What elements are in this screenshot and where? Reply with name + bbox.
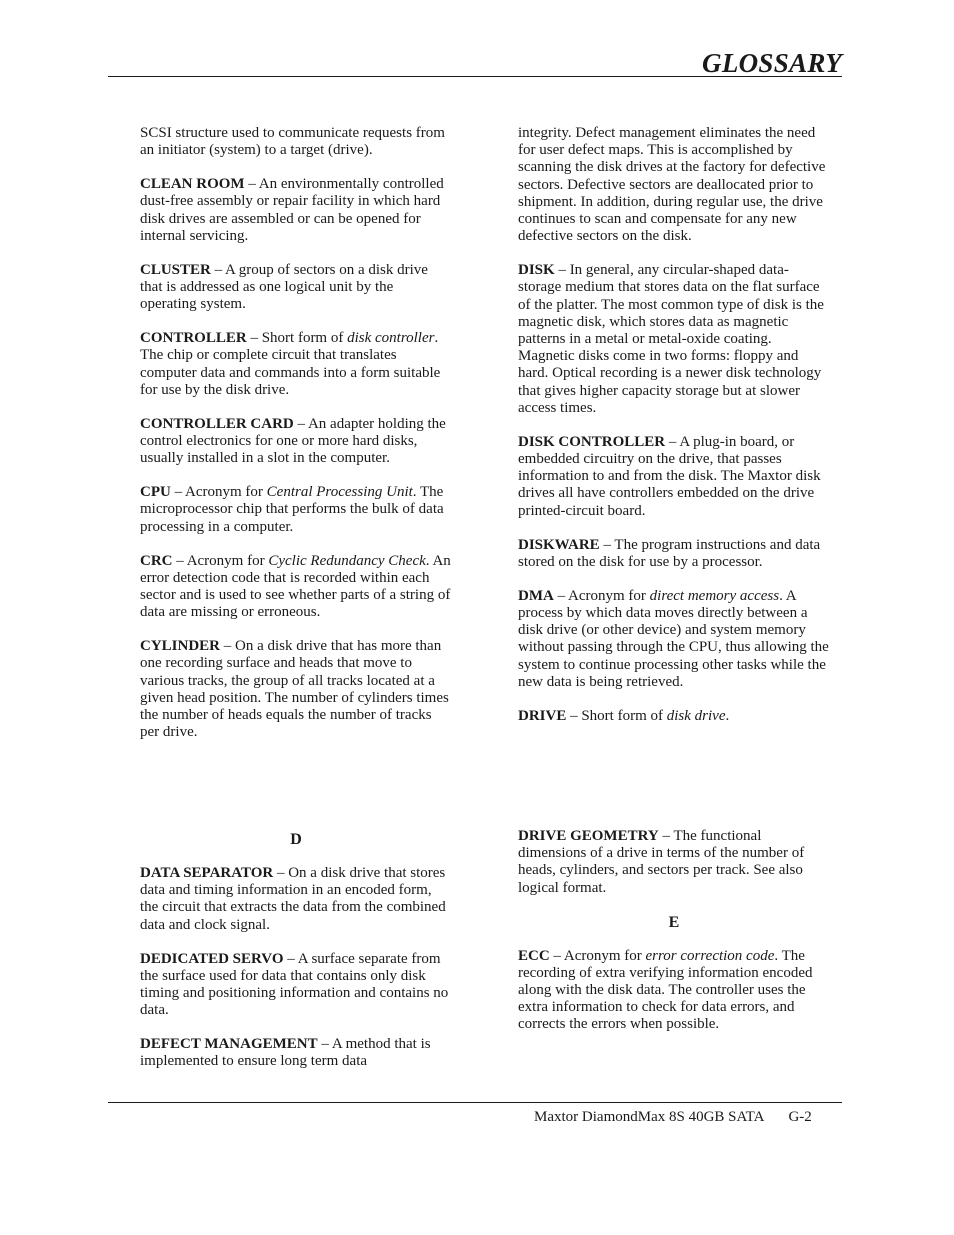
glossary-entry-disk-controller: DISK CONTROLLER – A plug-in board, or embedded circuitry on the drive, that passes information to and from the disk. The Maxtor disk drives all have controllers embedded on the drive printed-circuit board.	[518, 433, 821, 519]
page-footer	[534, 1109, 812, 1126]
footer-product-name: Maxtor DiamondMax 8S 40GB SATA	[534, 1109, 765, 1125]
glossary-term: CONTROLLER CARD	[140, 415, 294, 432]
glossary-entry-drive-geometry: DRIVE GEOMETRY – The functional dimensions of a drive in terms of the number of heads, cylinders, and sectors per track. See also logical format.	[518, 828, 805, 896]
glossary-term: ECC	[518, 947, 550, 964]
glossary-definition: On a disk drive that has more than one recording surface and heads that move to various tracks, the group of all tracks located at a given head position. The number of cylinders times the number of heads equals the number of tracks per drive.	[140, 638, 449, 741]
glossary-entry-cylinder: CYLINDER – On a disk drive that has more than one recording surface and heads that move to various tracks, the group of all tracks located at a given head position. The number of cylinders times the number of heads equals the number of tracks per drive.	[140, 638, 449, 741]
glossary-italic-term: direct memory access	[649, 587, 780, 604]
glossary-definition: . The microprocessor chip that performs the bulk of data processing in a computer.	[140, 484, 444, 535]
glossary-definition: .	[725, 707, 730, 724]
footer-rule	[108, 1102, 842, 1103]
glossary-entry-disk: DISK – In general, any circular-shaped data-storage medium that stores data on the flat surface of the platter. The most common type of disk is the magnetic disk, which stores data as magnetic patterns in a metal or metal-oxide coating. Magnetic disks come in two forms: floppy and hard. Optical recording is a newer disk technology that gives higher capacity storage but at slower access times.	[518, 262, 824, 416]
glossary-italic-term: error correction code	[645, 947, 775, 964]
glossary-definition: A method that is implemented to ensure long term data	[140, 1036, 431, 1070]
glossary-italic-term: Central Processing Unit	[266, 484, 413, 501]
glossary-term: CLUSTER	[140, 261, 211, 278]
glossary-term: DEFECT MANAGEMENT	[140, 1036, 318, 1053]
right-column-top	[518, 125, 830, 742]
glossary-term: DMA	[518, 587, 554, 604]
glossary-term: CYLINDER	[140, 638, 221, 655]
glossary-term: CONTROLLER	[140, 330, 247, 347]
glossary-italic-term: Cyclic Redundancy Check	[268, 552, 426, 569]
glossary-definition: An environmentally controlled dust-free assembly or repair facility in which hard disk drives are assembled or can be opened for internal servicing.	[140, 176, 444, 244]
section-letter-d: D	[290, 831, 302, 848]
glossary-definition: . The chip or complete circuit that translates computer data and commands into a form suitable for use by the disk drive.	[140, 330, 441, 398]
glossary-term: CPU	[140, 484, 171, 501]
left-column-bottom	[140, 831, 452, 1087]
glossary-term: CRC	[140, 552, 173, 569]
glossary-term: DATA SEPARATOR	[140, 865, 274, 881]
glossary-definition: . A process by which data moves directly between a disk drive (or other device) and system memory without passing through the CPU, thus allowing the system to continue processing other tasks while the new data is being retrieved.	[518, 587, 829, 690]
glossary-italic-term: disk drive	[666, 707, 726, 724]
glossary-entry-controller-card: CONTROLLER CARD – An adapter holding the control electronics for one or more hard disks, usually installed in a slot in the computer.	[140, 415, 446, 467]
glossary-definition: A group of sectors on a disk drive that is addressed as one logical unit by the operating system.	[140, 261, 428, 313]
glossary-entry-dedicated-servo: DEDICATED SERVO – A surface separate from the surface used for data that contains only disk timing and positioning information and contains no data.	[140, 950, 449, 1019]
glossary-entry-data-separator: DATA SEPARATOR – On a disk drive that stores data and timing information in an encoded form, the circuit that extracts the data from the combined data and clock signal.	[140, 865, 446, 933]
glossary-definition: . The recording of extra verifying information encoded along with the disk data. The controller uses the extra information to check for data errors, and corrects the errors when possible.	[518, 947, 813, 1033]
glossary-entry-diskware: DISKWARE – The program instructions and data stored on the disk for use by a processor.	[518, 536, 821, 570]
glossary-definition: On a disk drive that stores data and timing information in an encoded form, the circuit that extracts the data from the combined data and clock signal.	[140, 865, 446, 933]
section-letter-e: E	[668, 913, 680, 931]
page-title: GLOSSARY	[702, 48, 842, 78]
page-number: G-2	[788, 1109, 812, 1125]
glossary-entry-controller: CONTROLLER – Short form of disk controller. The chip or complete circuit that translates computer data and commands into a form suitable for use by the disk drive.	[140, 330, 441, 398]
glossary-term: DEDICATED SERVO	[140, 950, 284, 967]
glossary-entry-crc: CRC – Acronym for Cyclic Redundancy Check. An error detection code that is recorded within each sector and is used to see whether parts of a string of data are missing or erroneous.	[140, 552, 451, 621]
glossary-definition: The functional dimensions of a drive in terms of the number of heads, cylinders, and sectors per track. See also logical format.	[518, 828, 805, 896]
glossary-italic-term: disk controller	[347, 330, 435, 347]
right-column-bottom	[518, 828, 830, 1050]
glossary-term: DRIVE GEOMETRY	[518, 828, 659, 844]
glossary-term: DISKWARE	[518, 536, 600, 553]
header-rule	[108, 76, 842, 77]
glossary-definition: The program instructions and data stored on the disk for use by a processor.	[518, 536, 821, 570]
glossary-term: DISK CONTROLLER	[518, 433, 666, 450]
glossary-entry-defect-management: DEFECT MANAGEMENT – A method that is implemented to ensure long term data	[140, 1036, 431, 1070]
glossary-definition: A plug-in board, or embedded circuitry on the drive, that passes information to and from the disk. The Maxtor disk drives all have controllers embedded on the drive printed-circuit board.	[518, 433, 821, 519]
glossary-entry-ecc: ECC – Acronym for error correction code. The recording of extra verifying information encoded along with the disk data. The controller uses the extra information to check for data errors, and corrects the errors when possible.	[518, 947, 813, 1033]
glossary-term: CLEAN ROOM	[140, 176, 245, 193]
glossary-entry-clean-room: CLEAN ROOM – An environmentally controlled dust-free assembly or repair facility in which hard disk drives are assembled or can be opened for internal servicing.	[140, 176, 444, 244]
glossary-entry-cluster: CLUSTER – A group of sectors on a disk drive that is addressed as one logical unit by the operating system.	[140, 261, 428, 313]
glossary-definition: An adapter holding the control electronics for one or more hard disks, usually installed in a slot in the computer.	[140, 415, 446, 467]
glossary-definition: . An error detection code that is recorded within each sector and is used to see whether parts of a string of data are missing or erroneous.	[140, 552, 451, 621]
glossary-definition: In general, any circular-shaped data-storage medium that stores data on the flat surface of the platter. The most common type of disk is the magnetic disk, which stores data as magnetic patterns in a metal or metal-oxide coating. Magnetic disks come in two forms: floppy and hard. Optical recording is a newer disk technology that gives higher capacity storage but at slower access times.	[518, 262, 824, 416]
glossary-term: DRIVE	[518, 707, 567, 724]
glossary-definition: A surface separate from the surface used for data that contains only disk timing and positioning information and contains no data.	[140, 950, 449, 1019]
left-column-top	[140, 125, 452, 758]
continued-entry-text: integrity. Defect management eliminates the need for user defect maps. This is accomplished by scanning the disk drives at the factory for defective sectors. Defective sectors are deallocated prior to shipment. In addition, during regular use, the drive continues to scan and compensate for any new defective sectors on the disk.	[518, 125, 826, 245]
glossary-term: DISK	[518, 262, 555, 279]
glossary-entry-dma: DMA – Acronym for direct memory access. A process by which data moves directly between a disk drive (or other device) and system memory without passing through the CPU, thus allowing the system to continue processing other tasks while the new data is being retrieved.	[518, 587, 829, 690]
glossary-entry-cpu: CPU – Acronym for Central Processing Unit. The microprocessor chip that performs the bulk of data processing in a computer.	[140, 484, 444, 535]
glossary-entry-drive: DRIVE – Short form of disk drive.	[518, 707, 730, 724]
continued-entry-text: SCSI structure used to communicate requests from an initiator (system) to a target (drive).	[140, 125, 445, 159]
